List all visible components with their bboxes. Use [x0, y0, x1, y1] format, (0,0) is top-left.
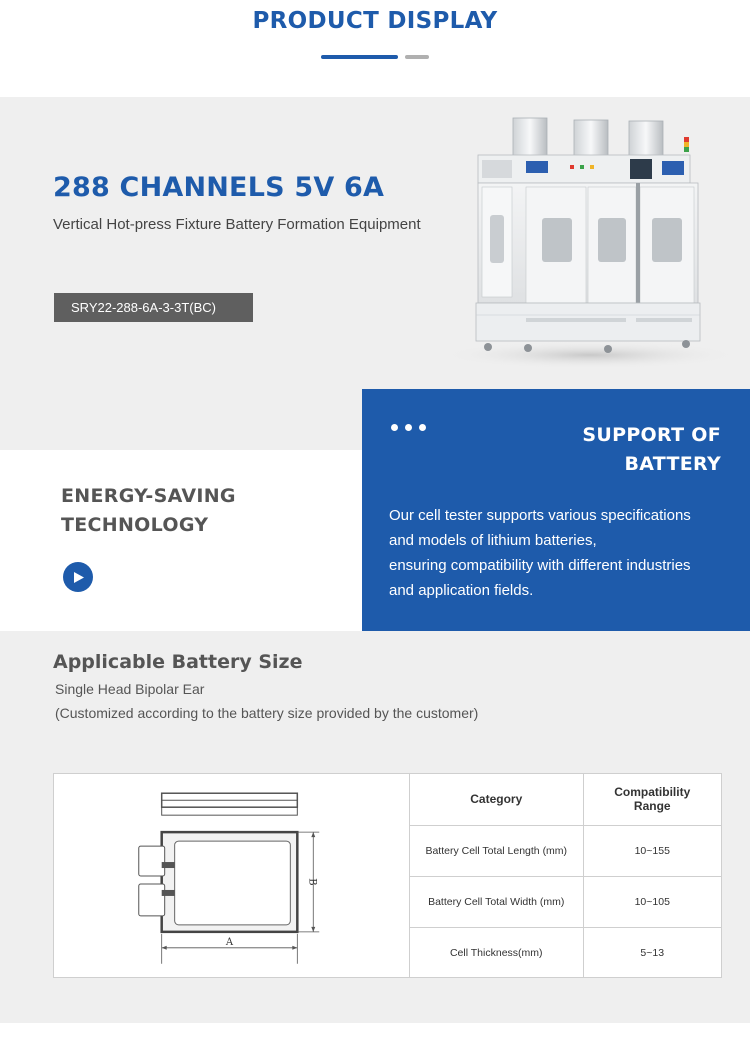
table-row — [410, 876, 721, 927]
feature-support-battery — [362, 389, 750, 631]
dots-icon — [391, 424, 426, 431]
support-battery-title-line2: BATTERY — [624, 453, 721, 475]
table-cell-category: Cell Thickness(mm) — [410, 927, 583, 978]
support-battery-description — [389, 503, 734, 603]
table-row — [410, 927, 721, 978]
dimension-a-label: A — [225, 936, 234, 948]
battery-size-title: Applicable Battery Size — [53, 651, 303, 673]
support-text-line: Our cell tester supports various specifications — [389, 507, 691, 524]
table-cell-category: Battery Cell Total Length (mm) — [410, 825, 583, 876]
table-header-category: Category — [410, 774, 583, 825]
energy-saving-title-line2: TECHNOLOGY — [61, 514, 209, 536]
table-cell-category: Battery Cell Total Width (mm) — [410, 876, 583, 927]
battery-spec-box — [53, 773, 722, 978]
support-battery-title-line1: SUPPORT OF — [582, 424, 721, 446]
support-text-line: ensuring compatibility with different industries — [389, 557, 691, 574]
page-title: PRODUCT DISPLAY — [252, 8, 498, 34]
table-cell-range: 10~155 — [583, 825, 721, 876]
spec-table — [410, 774, 721, 978]
play-button[interactable] — [63, 562, 93, 592]
table-header-row — [410, 774, 721, 825]
battery-size-note: (Customized according to the battery size provided by the customer) — [55, 705, 479, 721]
support-text-line: and application fields. — [389, 582, 534, 599]
title-underline-accent — [321, 55, 398, 59]
energy-saving-title — [61, 482, 236, 540]
table-header-range-text: Compatibility Range — [614, 785, 691, 814]
model-badge: SRY22-288-6A-3-3T(BC) — [54, 293, 253, 322]
dimension-b-label: B — [306, 878, 318, 886]
battery-size-section — [0, 631, 750, 1023]
support-text-line: and models of lithium batteries, — [389, 532, 597, 549]
table-cell-range: 10~105 — [583, 876, 721, 927]
table-cell-range: 5~13 — [640, 946, 665, 959]
page-bottom-spacer — [0, 1023, 750, 1047]
feature-energy-saving — [0, 450, 362, 631]
table-row — [410, 825, 721, 876]
product-subtitle: Vertical Hot-press Fixture Battery Formation Equipment — [53, 216, 421, 233]
title-underline-secondary — [405, 55, 429, 59]
product-machine-image — [440, 115, 740, 375]
battery-diagram — [54, 774, 410, 977]
support-battery-title — [582, 421, 721, 479]
section-header — [0, 0, 750, 97]
table-header-range — [583, 774, 721, 825]
energy-saving-title-line1: ENERGY-SAVING — [61, 485, 236, 507]
product-title: 288 CHANNELS 5V 6A — [53, 172, 385, 203]
play-icon — [74, 572, 84, 583]
battery-size-type: Single Head Bipolar Ear — [55, 681, 205, 697]
